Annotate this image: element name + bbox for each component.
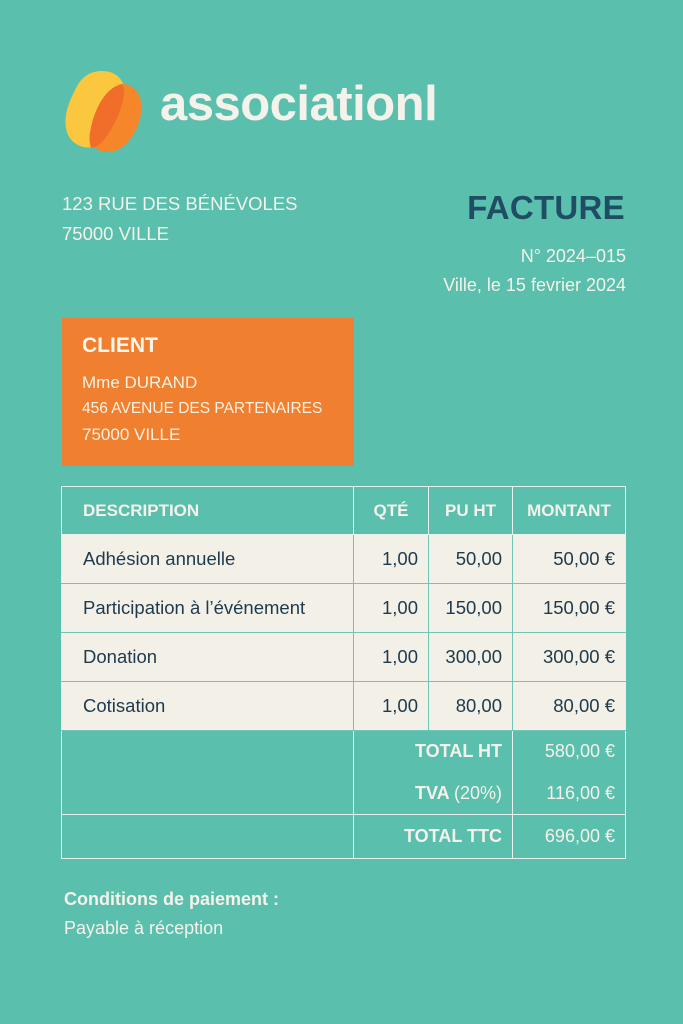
totals-spacer xyxy=(62,773,354,815)
row-amount: 150,00 € xyxy=(513,584,626,633)
payment-conditions xyxy=(64,886,279,944)
row-description: Donation xyxy=(62,633,354,682)
client-heading: CLIENT xyxy=(82,334,158,357)
invoice-date: Ville, le 15 fevrier 2024 xyxy=(443,275,626,295)
total-ht-row xyxy=(62,731,626,773)
table-row xyxy=(62,682,626,731)
client-address-line2: 75000 VILLE xyxy=(82,425,181,444)
client-name: Mme DURAND xyxy=(82,373,198,392)
totals-spacer xyxy=(62,815,354,859)
tva-label-text: TVA xyxy=(414,782,449,803)
column-header-qty: QTÉ xyxy=(354,487,429,535)
row-description: Adhésion annuelle xyxy=(62,535,354,584)
row-amount: 300,00 € xyxy=(513,633,626,682)
invoice-meta xyxy=(443,242,626,300)
payment-conditions-heading: Conditions de paiement : xyxy=(64,889,280,909)
invoice-number: N° 2024–015 xyxy=(520,246,626,266)
org-address-line2: 75000 VILLE xyxy=(62,223,169,244)
row-qty: 1,00 xyxy=(354,682,429,731)
total-ttc-row xyxy=(62,815,626,859)
total-ht-value: 580,00 € xyxy=(513,731,626,773)
row-unit-price: 150,00 xyxy=(429,584,513,633)
row-unit-price: 80,00 xyxy=(429,682,513,731)
invoice-title: FACTURE xyxy=(467,189,625,226)
payment-terms: Payable à réception xyxy=(64,918,224,938)
tva-value: 116,00 € xyxy=(513,773,626,815)
column-header-unit-price: PU HT xyxy=(429,487,513,535)
row-qty: 1,00 xyxy=(354,535,429,584)
association-logo-icon xyxy=(64,70,144,152)
total-ht-label: TOTAL HT xyxy=(354,731,513,773)
row-description: Participation à l’événement xyxy=(62,584,354,633)
tva-row xyxy=(62,773,626,815)
row-amount: 50,00 € xyxy=(513,535,626,584)
row-unit-price: 50,00 xyxy=(429,535,513,584)
total-ttc-label: TOTAL TTC xyxy=(354,815,513,859)
invoice-table xyxy=(61,486,626,859)
table-row xyxy=(62,633,626,682)
table-row xyxy=(62,584,626,633)
tva-rate: (20%) xyxy=(453,782,502,803)
client-address-line1: 456 AVENUE DES PARTENAIRES xyxy=(82,400,323,417)
table-header-row xyxy=(62,487,626,535)
client-box xyxy=(62,318,354,466)
tva-label xyxy=(354,773,513,815)
column-header-description: DESCRIPTION xyxy=(62,487,354,535)
row-qty: 1,00 xyxy=(354,633,429,682)
totals-spacer xyxy=(62,731,354,773)
column-header-amount: MONTANT xyxy=(513,487,626,535)
row-unit-price: 300,00 xyxy=(429,633,513,682)
total-ttc-value: 696,00 € xyxy=(513,815,626,859)
organization-address xyxy=(62,189,297,249)
table-row xyxy=(62,535,626,584)
row-amount: 80,00 € xyxy=(513,682,626,731)
row-qty: 1,00 xyxy=(354,584,429,633)
row-description: Cotisation xyxy=(62,682,354,731)
org-address-line1: 123 RUE DES BÉNÉVOLES xyxy=(62,193,298,214)
brand-name: associationl xyxy=(160,77,438,131)
